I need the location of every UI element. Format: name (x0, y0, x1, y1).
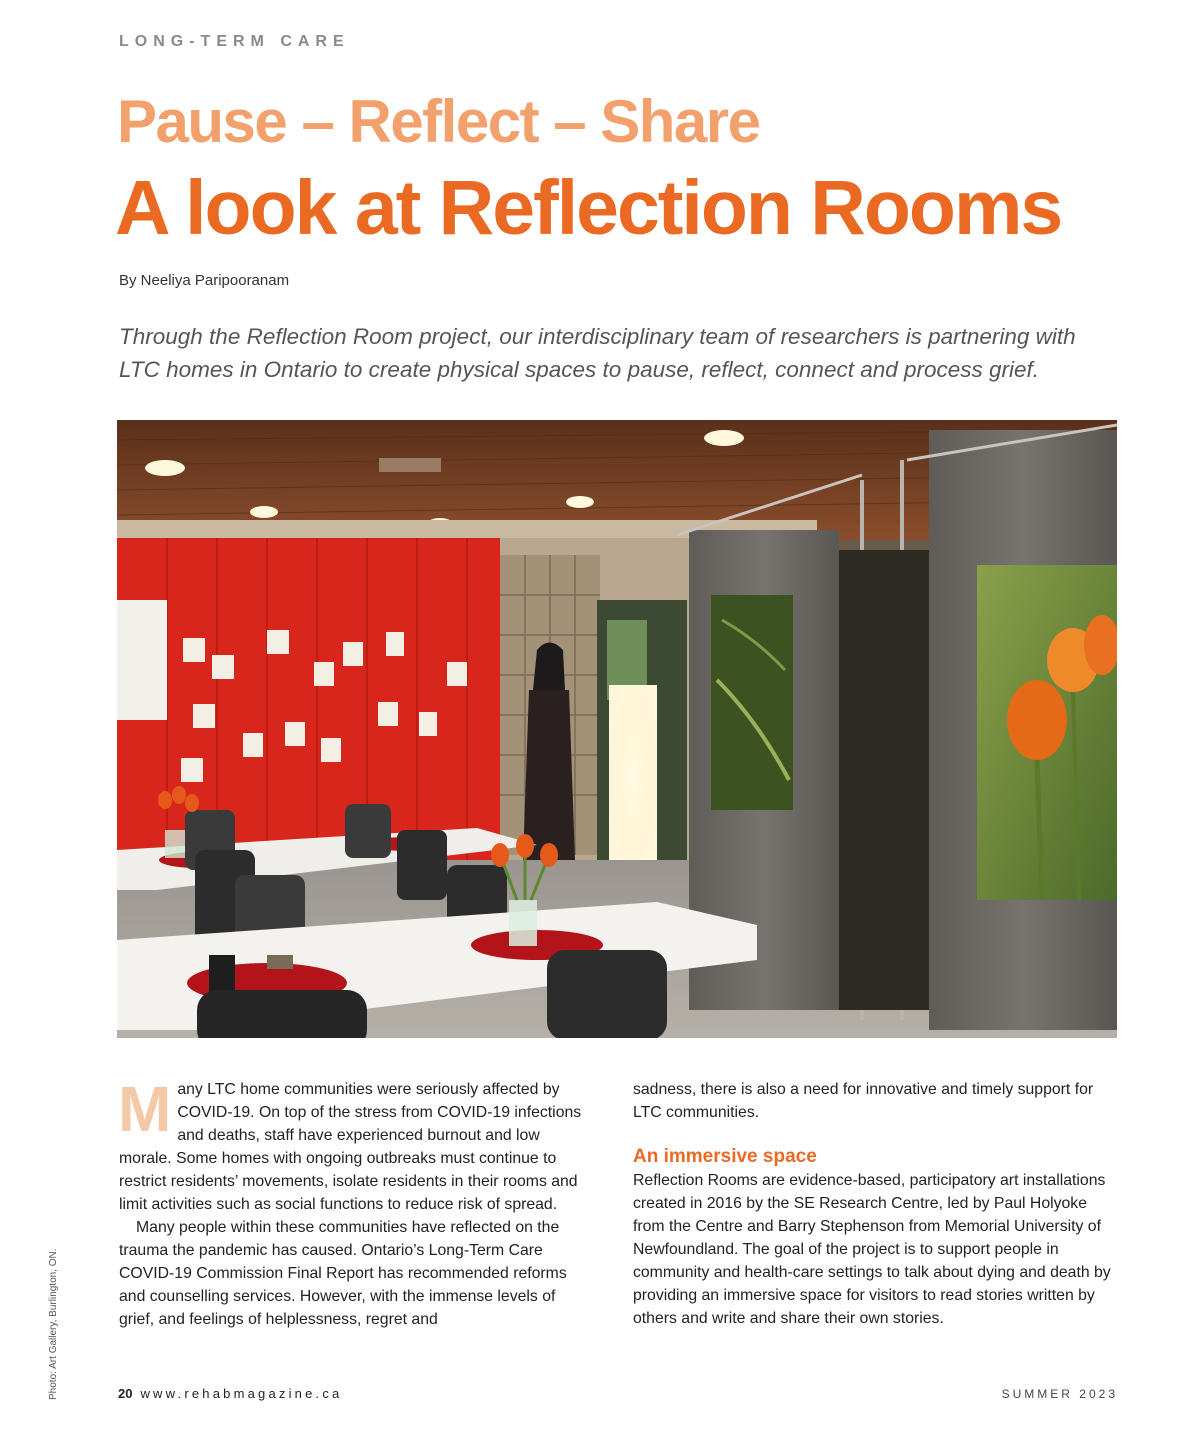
body-paragraph-1 (118, 1073, 584, 1216)
issue-label: SUMMER 2023 (1001, 1387, 1118, 1401)
reflection-room-photo (117, 420, 1117, 1038)
footer-left (118, 1386, 343, 1401)
headline-kicker: Pause – Reflect – Share (117, 88, 760, 155)
article-column-left (118, 1073, 584, 1331)
article-column-right (633, 1078, 1118, 1330)
body-paragraph-3: sadness, there is also a need for innovative and timely support for LTC communities. (633, 1081, 1094, 1121)
headline-title: A look at Reflection Rooms (115, 165, 1062, 251)
drop-cap: M (118, 1073, 172, 1145)
photo-credit: Photo: Art Gallery, Burlington, ON. (48, 1248, 59, 1400)
section-label: LONG-TERM CARE (119, 33, 350, 50)
subheading-immersive-space: An immersive space (633, 1146, 817, 1167)
footer-url[interactable]: www.rehabmagazine.ca (140, 1386, 343, 1401)
body-paragraph-2: Many people within these communities have reflected on the trauma the pandemic has caused. Ontario’s Long-Term Care COVID-19 Commission Final Report has recommended reforms and counselling services. However, with the immense levels of grief, and feelings of helplessness, regret and (119, 1219, 567, 1328)
byline: By Neeliya Paripooranam (119, 272, 290, 289)
deck-intro: Through the Reflection Room project, our interdisciplinary team of researchers is partnering with LTC homes in Ontario to create physical spaces to pause, reflect, connect and process grief. (119, 324, 1076, 382)
body-paragraph-1-text: any LTC home communities were seriously affected by COVID-19. On top of the stress from COVID-19 infections and deaths, staff have experienced burnout and low morale. Some homes with ongoing outbreaks must continue to restrict residents’ movements, isolate residents in their rooms and limit activities such as social functions to reduce risk of spread. (119, 1081, 582, 1213)
page-number: 20 (118, 1386, 133, 1401)
body-paragraph-4: Reflection Rooms are evidence-based, participatory art installations created in 2016 by the SE Research Centre, led by Paul Holyoke from the Centre and Barry Stephenson from Memorial University of Newfoundland. The goal of the project is to support people in community and health-care settings to talk about dying and death by providing an immersive space for visitors to read stories written by others and write and share their own stories. (633, 1172, 1111, 1327)
